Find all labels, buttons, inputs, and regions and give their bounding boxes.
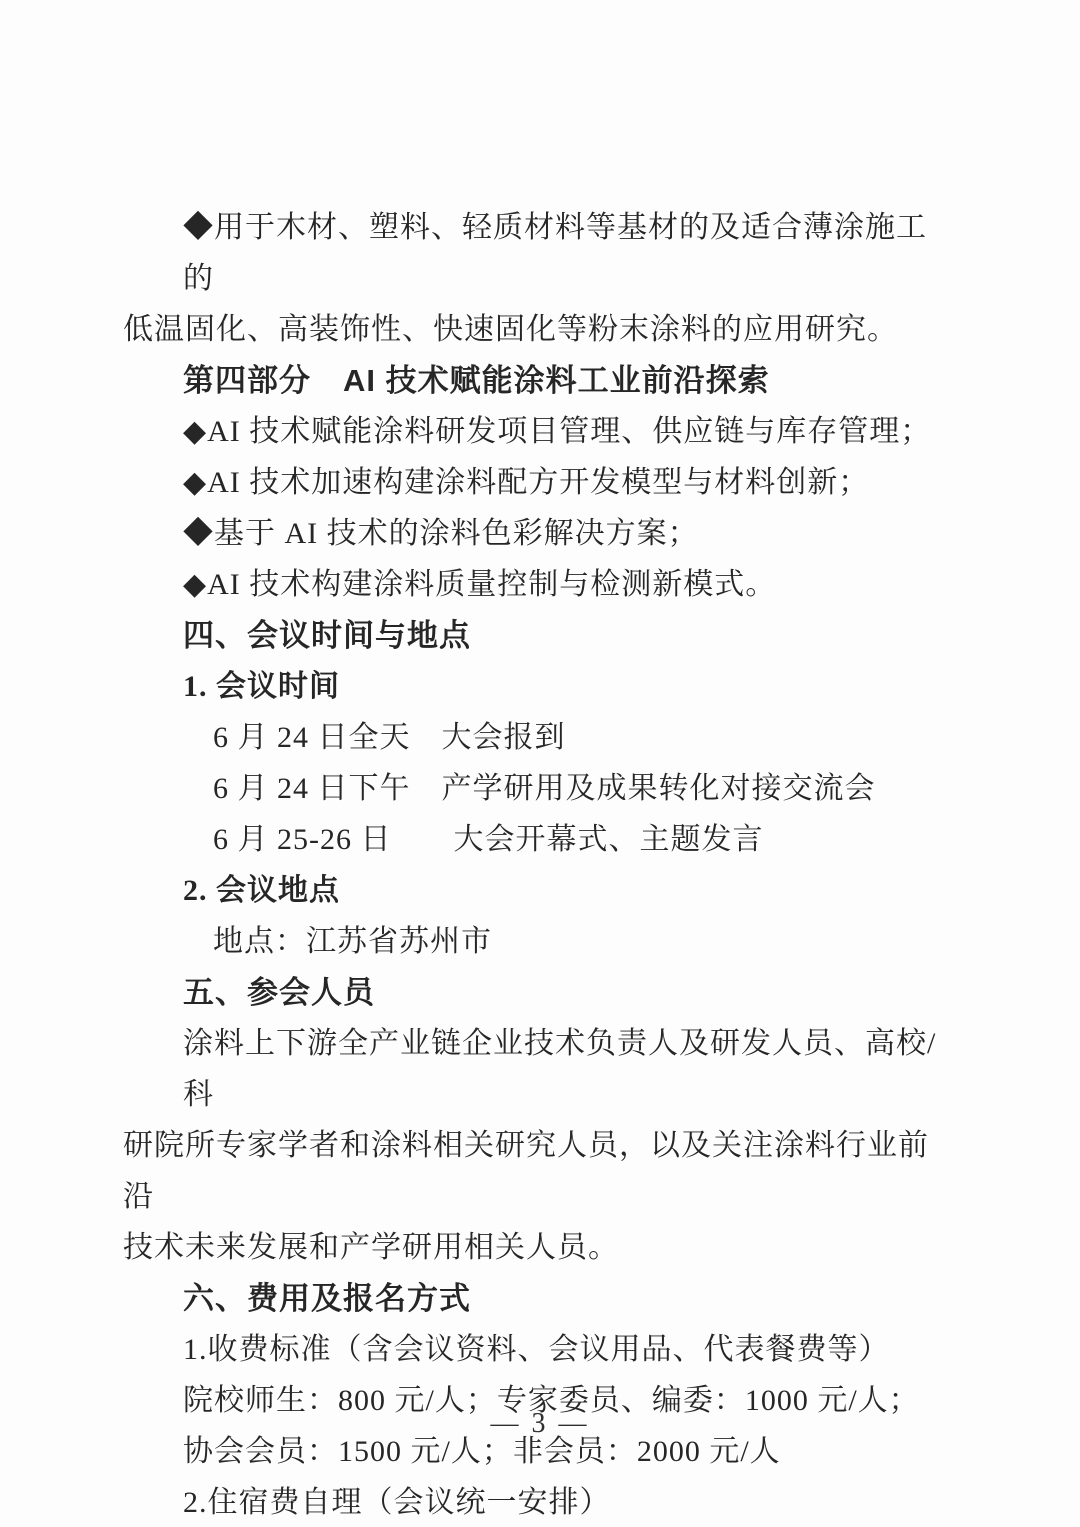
section-6-heading: 六、费用及报名方式 (183, 1281, 471, 1316)
page-number: — 3 — (490, 1408, 590, 1439)
participants-paragraph-line-2: 研院所专家学者和涂料相关研究人员，以及关注涂料行业前沿 (123, 1129, 929, 1213)
section-4-heading: 四、会议时间与地点 (183, 618, 471, 653)
document-content (123, 0, 943, 1527)
schedule-line-registration: 6 月 24 日全天 大会报到 (213, 721, 566, 754)
meeting-time-subheading: 1. 会议时间 (183, 670, 340, 703)
bullet-substrates-continuation: 低温固化、高装饰性、快速固化等粉末涂料的应用研究。 (123, 313, 898, 346)
fee-standard-line: 1.收费标准（含会议资料、会议用品、代表餐费等） (183, 1333, 890, 1366)
participants-paragraph-line-3: 技术未来发展和产学研用相关人员。 (123, 1231, 619, 1264)
section-5-heading: 五、参会人员 (183, 975, 375, 1010)
venue-line: 地点：江苏省苏州市 (213, 925, 492, 958)
fee-detail-line-2: 协会会员：1500 元/人；非会员：2000 元/人 (183, 1435, 781, 1468)
bullet-ai-rd-management: ◆AI 技术赋能涂料研发项目管理、供应链与库存管理； (183, 415, 932, 448)
schedule-line-opening: 6 月 25-26 日 大会开幕式、主题发言 (213, 823, 764, 856)
part-4-heading: 第四部分 AI 技术赋能涂料工业前沿探索 (183, 363, 770, 398)
meeting-venue-subheading: 2. 会议地点 (183, 874, 340, 907)
fee-detail-line-1: 院校师生：800 元/人；专家委员、编委：1000 元/人； (183, 1384, 920, 1417)
schedule-line-exchange: 6 月 24 日下午 产学研用及成果转化对接交流会 (213, 772, 876, 805)
accommodation-line: 2.住宿费自理（会议统一安排） (183, 1486, 611, 1519)
bullet-substrates-line: ◆用于木材、塑料、轻质材料等基材的及适合薄涂施工的 (183, 211, 927, 295)
bullet-ai-quality-control: ◆AI 技术构建涂料质量控制与检测新模式。 (183, 568, 777, 601)
bullet-ai-formula-model: ◆AI 技术加速构建涂料配方开发模型与材料创新； (183, 466, 870, 499)
participants-paragraph-line-1: 涂料上下游全产业链企业技术负责人及研发人员、高校/科 (183, 1027, 937, 1111)
bullet-ai-color-solution: ◆基于 AI 技术的涂料色彩解决方案； (183, 517, 699, 550)
